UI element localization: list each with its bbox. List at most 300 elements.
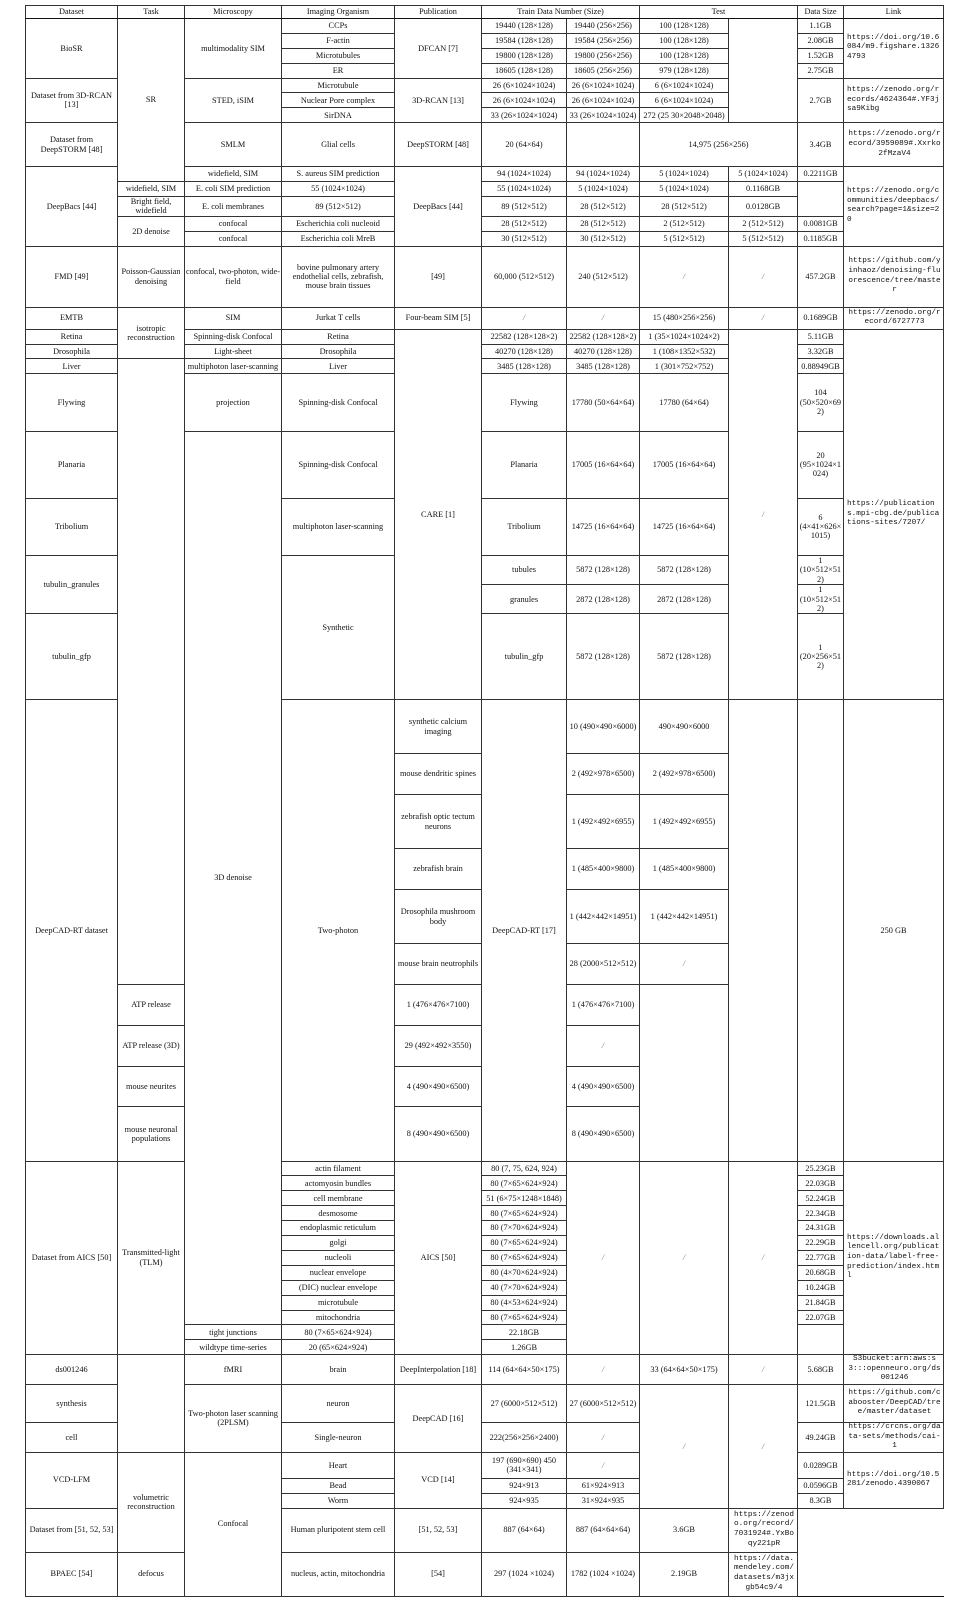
test-cell: 1 (301×752×752) [640, 359, 729, 374]
test-cell: 1 (108×1352×532) [640, 344, 729, 359]
organism-cell: nucleus, actin, mitochondria [282, 1552, 395, 1596]
table-row [26, 307, 944, 329]
test-cell [798, 700, 844, 1162]
test-cell: 5 (512×512) [729, 231, 798, 246]
microscopy-cell: widefield, SIM [118, 182, 185, 197]
organism-cell: endoplasmic reticulum [282, 1221, 395, 1236]
organism-cell: E. coli SIM prediction [185, 182, 282, 197]
dataset-cell: VCD-LFM [26, 1452, 118, 1508]
data-size-cell: 21.84GB [798, 1295, 844, 1310]
data-size-cell: 457.2GB [798, 246, 844, 307]
organism-cell: SirDNA [282, 108, 395, 123]
organism-cell: desmosome [282, 1206, 395, 1221]
test-cell: / [640, 1384, 729, 1508]
train-cell: / [482, 307, 567, 329]
train-cell: 80 (4×53×624×924) [482, 1295, 567, 1310]
train-cell: 80 (7, 75, 624, 924) [482, 1161, 567, 1176]
data-size-cell: 2.19GB [640, 1552, 729, 1596]
train-cell: 89 (512×512) [282, 197, 395, 217]
dataset-cell: EMTB [26, 307, 118, 329]
dataset-cell: FMD [49] [26, 246, 118, 307]
organism-cell: mouse brain neutrophils [395, 944, 482, 985]
test-cell: 15 (480×256×256) [640, 307, 729, 329]
train-cell: 51 (6×75×1248×1848) [482, 1191, 567, 1206]
data-size-cell: 1.52GB [798, 48, 844, 63]
test-cell: 1 (20×256×512) [798, 614, 844, 700]
dataset-cell: DeepBacs [44] [26, 167, 118, 246]
train-cell: 4 (490×490×6500) [395, 1066, 482, 1107]
header-task: Task [118, 6, 185, 19]
train-cell: 28 (512×512) [482, 216, 567, 231]
train-cell: 55 (1024×1024) [482, 182, 567, 197]
organism-cell: Nuclear Pore complex [282, 93, 395, 108]
link-cell[interactable]: https://github.com/cabooster/DeepCAD/tree/master/dataset [844, 1384, 944, 1422]
microscopy-cell: Two-photon [282, 700, 395, 1162]
train-cell: 26 (6×1024×1024) [482, 93, 567, 108]
data-size-cell: 0.1168GB [729, 182, 798, 197]
organism-cell: bovine pulmonary artery endothelial cells, zebrafish, mouse brain tissues [282, 246, 395, 307]
data-size-cell: 22.34GB [798, 1206, 844, 1221]
test-cell: 5 (1024×1024) [640, 167, 729, 182]
test-cell: / [729, 329, 798, 699]
train-cell: 60,000 (512×512) [482, 246, 567, 307]
test-cell: 100 (128×128) [640, 33, 729, 48]
organism-cell: Liver [282, 359, 395, 374]
header-test: Test [640, 6, 798, 19]
data-size-cell: 0.0081GB [798, 216, 844, 231]
dataset-cell: synthesis [26, 1384, 118, 1422]
train-cell: 8 (490×490×6500) [395, 1107, 482, 1161]
train-cell: 27 (6000×512×512) [567, 1384, 640, 1422]
data-size-cell: 25.23GB [798, 1161, 844, 1176]
organism-cell: Human pluripotent stem cell [282, 1508, 395, 1552]
organism-cell: Flywing [482, 374, 567, 431]
train-cell: 2872 (128×128) [640, 585, 729, 614]
microscopy-cell: Light-sheet [185, 344, 282, 359]
organism-cell: Escherichia coli MreB [282, 231, 395, 246]
train-cell: 297 (1024 ×1024) [482, 1552, 567, 1596]
train-cell: 40 (7×70×624×924) [482, 1280, 567, 1295]
header-row [26, 6, 944, 19]
organism-cell: Drosophila [282, 344, 395, 359]
train-cell: 18605 (128×128) [482, 63, 567, 78]
publication-cell: VCD [14] [395, 1452, 482, 1508]
microscopy-cell: confocal [185, 216, 282, 231]
train-cell: 29 (492×492×3550) [395, 1025, 482, 1066]
publication-cell: DeepCAD-RT [17] [482, 700, 567, 1162]
link-cell[interactable]: https://downloads.allencell.org/publication-data/label-free-prediction/index.html [844, 1161, 944, 1355]
page [25, 5, 943, 1597]
organism-cell: granules [482, 585, 567, 614]
link-cell[interactable]: https://zenodo.org/communities/deepbacs/search?page=1&size=20 [844, 167, 944, 246]
data-size-cell: 2.08GB [798, 33, 844, 48]
organism-cell: tubules [482, 556, 567, 585]
microscopy-cell: confocal, two-photon, wide-field [185, 246, 282, 307]
data-size-cell: 49.24GB [798, 1422, 844, 1452]
header-data-size: Data Size [798, 6, 844, 19]
train-cell: 3485 (128×128) [482, 359, 567, 374]
test-cell: 6 (6×1024×1024) [640, 78, 729, 93]
organism-cell: neuron [282, 1384, 395, 1422]
data-size-cell: 1.26GB [482, 1340, 567, 1355]
data-size-cell: 5.11GB [798, 329, 844, 344]
test-cell: / [729, 1161, 798, 1355]
publication-cell: AICS [50] [395, 1161, 482, 1355]
organism-cell: Escherichia coli nucleoid [282, 216, 395, 231]
data-size-cell: 121.5GB [798, 1384, 844, 1422]
table-row [26, 246, 944, 307]
train-cell: 924×913 [482, 1478, 567, 1493]
task-cell [118, 359, 185, 985]
microscopy-cell: Bright field, widefield [118, 197, 185, 217]
test-cell: 5 (1024×1024) [567, 182, 640, 197]
organism-cell: Bead [282, 1478, 395, 1493]
organism-cell: mouse dendritic spines [395, 754, 482, 795]
train-cell: 490×490×6000 [640, 700, 729, 754]
link-cell[interactable]: https://github.com/yinhaoz/denoising-fluorescence/tree/master [844, 246, 944, 307]
link-cell[interactable]: https://doi.org/10.6084/m9.figshare.13264793 [844, 19, 944, 79]
organism-cell: microtubule [282, 1295, 395, 1310]
train-cell: 33 (26×1024×1024) [567, 108, 640, 123]
train-cell: 2 (492×978×6500) [640, 754, 729, 795]
train-cell: 1 (476×476×7100) [567, 985, 640, 1026]
train-cell: 28 (2000×512×512) [567, 944, 640, 985]
organism-cell: Drosophila mushroom body [395, 890, 482, 944]
test-cell: 1 (10×512×512) [798, 556, 844, 585]
train-cell: 887 (64×64) [482, 1508, 567, 1552]
table-row [26, 1161, 944, 1176]
train-cell: / [640, 944, 729, 985]
dataset-cell: BPAEC [54] [26, 1552, 118, 1596]
train-cell: 80 (7×65×624×924) [482, 1250, 567, 1265]
organism-cell: (DIC) nuclear envelope [282, 1280, 395, 1295]
data-size-cell: 0.0289GB [798, 1452, 844, 1478]
data-size-cell: 0.0128GB [729, 197, 798, 217]
dataset-cell: Tribolium [26, 498, 118, 555]
table-row [26, 216, 944, 231]
train-cell: 17780 (64×64) [640, 374, 729, 431]
train-cell: 4 (490×490×6500) [567, 1066, 640, 1107]
organism-cell: nucleoli [282, 1250, 395, 1265]
microscopy-cell: Synthetic [282, 556, 395, 700]
train-cell: 22582 (128×128×2) [567, 329, 640, 344]
train-cell: 1 (476×476×7100) [395, 985, 482, 1026]
train-cell: 94 (1024×1024) [482, 167, 567, 182]
data-size-cell: 22.18GB [482, 1325, 567, 1340]
link-cell[interactable]: https://zenodo.org/records/4624364#.YF3jsa9Kibg [844, 78, 944, 123]
data-size-cell: 250 GB [844, 700, 944, 1162]
test-cell: 6 (4×41×626×1015) [798, 498, 844, 555]
organism-cell: mouse neuronal populations [118, 1107, 185, 1161]
organism-cell: ER [282, 63, 395, 78]
task-cell: projection [185, 374, 282, 431]
header-imaging-organism: Imaging Organism [282, 6, 395, 19]
publication-cell: [54] [395, 1552, 482, 1596]
data-size-cell: 52.24GB [798, 1191, 844, 1206]
data-size-cell: 22.77GB [798, 1250, 844, 1265]
publication-cell: 3D-RCAN [13] [395, 78, 482, 123]
train-cell: 1 (442×442×14951) [567, 890, 640, 944]
dataset-cell: tubulin_gfp [26, 614, 118, 700]
microscopy-cell: Spinning-disk Confocal [282, 431, 395, 498]
publication-cell: CARE [1] [395, 329, 482, 699]
link-cell[interactable]: https://zenodo.org/record/7031924#.YxBoqy221pR [729, 1508, 798, 1552]
header-microscopy: Microscopy [185, 6, 282, 19]
microscopy-cell: Transmitted-light (TLM) [118, 1161, 185, 1355]
train-cell: 17005 (16×64×64) [567, 431, 640, 498]
data-size-cell: 0.1185GB [798, 231, 844, 246]
microscopy-cell: multimodality SIM [185, 19, 282, 79]
train-cell: / [567, 1422, 640, 1452]
microscopy-cell: Spinning-disk Confocal [282, 374, 395, 431]
test-cell: 28 (512×512) [640, 197, 729, 217]
publication-cell: Four-beam SIM [5] [395, 307, 482, 329]
train-cell: 5872 (128×128) [640, 556, 729, 585]
train-cell: 8 (490×490×6500) [567, 1107, 640, 1161]
test-cell [729, 19, 798, 123]
data-size-cell: 5.68GB [798, 1355, 844, 1385]
link-cell[interactable]: https://zenodo.org/record/6727773 [844, 307, 944, 329]
test-cell: 28 (512×512) [567, 197, 640, 217]
train-cell: / [567, 1452, 640, 1478]
microscopy-cell: SMLM [185, 123, 282, 167]
test-cell: 979 (128×128) [640, 63, 729, 78]
data-size-cell: 10.24GB [798, 1280, 844, 1295]
publication-cell: DeepSTORM [48] [395, 123, 482, 167]
data-size-cell: 24.31GB [798, 1221, 844, 1236]
train-cell: 5872 (128×128) [567, 556, 640, 585]
microscopy-cell: fMRI [185, 1355, 282, 1385]
link-cell[interactable]: S3bucket:arn:aws:s3:::openneuro.org/ds001246 [844, 1355, 944, 1385]
data-size-cell: 0.2211GB [798, 167, 844, 182]
data-size-cell: 3.32GB [798, 344, 844, 359]
train-cell: 2872 (128×128) [567, 585, 640, 614]
train-cell: 887 (64×64×64) [567, 1508, 640, 1552]
publication-cell: DFCAN [7] [395, 19, 482, 79]
microscopy-cell: Spinning-disk Confocal [185, 329, 282, 344]
organism-cell: Jurkat T cells [282, 307, 395, 329]
train-cell: 94 (1024×1024) [567, 167, 640, 182]
organism-cell: brain [282, 1355, 395, 1385]
train-cell: / [567, 1355, 640, 1385]
publication-cell: DeepBacs [44] [395, 167, 482, 246]
test-cell: 6 (6×1024×1024) [640, 93, 729, 108]
data-size-cell: 2.7GB [798, 78, 844, 123]
train-cell: 18605 (256×256) [567, 63, 640, 78]
organism-cell: F-actin [282, 33, 395, 48]
train-cell: 55 (1024×1024) [282, 182, 395, 197]
train-cell: 17780 (50×64×64) [567, 374, 640, 431]
task-cell: SR [118, 19, 185, 182]
train-cell: 17005 (16×64×64) [640, 431, 729, 498]
task-cell: 3D denoise [185, 431, 282, 1325]
task-cell: isotropic reconstruction [118, 307, 185, 359]
microscopy-cell: multiphoton laser-scanning [185, 359, 282, 374]
train-cell: 1 (485×400×9800) [640, 849, 729, 890]
microscopy-cell: multiphoton laser-scanning [282, 498, 395, 555]
organism-cell: cell membrane [282, 1191, 395, 1206]
organism-cell: ATP release [118, 985, 185, 1026]
train-cell: 1 (492×492×6955) [640, 795, 729, 849]
dataset-cell: cell [26, 1422, 118, 1452]
data-size-cell: 0.88949GB [798, 359, 844, 374]
table-row [26, 1552, 944, 1596]
train-cell: / [567, 1161, 640, 1355]
organism-cell: wildtype time-series [185, 1340, 282, 1355]
test-cell: / [729, 246, 798, 307]
publication-cell: [51, 52, 53] [395, 1508, 482, 1552]
train-cell: 80 (7×65×624×924) [482, 1176, 567, 1191]
task-cell: 2D denoise [118, 216, 185, 246]
dataset-cell: Dataset from 3D-RCAN [13] [26, 78, 118, 123]
microscopy-cell: confocal [185, 231, 282, 246]
link-cell[interactable]: https://publications.mpi-cbg.de/publications-sites/7207/ [844, 329, 944, 699]
organism-cell: ATP release (3D) [118, 1025, 185, 1066]
test-cell: 5 (1024×1024) [729, 167, 798, 182]
organism-cell: Heart [282, 1452, 395, 1478]
publication-cell: [49] [395, 246, 482, 307]
organism-cell: zebrafish brain [395, 849, 482, 890]
train-cell: 19440 (128×128) [482, 19, 567, 34]
train-cell: 33 (26×1024×1024) [482, 108, 567, 123]
link-cell[interactable]: https://data.mendeley.com/datasets/m3jxgb54c9/4 [729, 1552, 798, 1596]
train-cell [567, 123, 640, 167]
organism-cell: Microtubules [282, 48, 395, 63]
task-cell: defocus [118, 1552, 185, 1596]
organism-cell: Microtubule [282, 78, 395, 93]
header-dataset: Dataset [26, 6, 118, 19]
train-cell: 40270 (128×128) [482, 344, 567, 359]
organism-cell: synthetic calcium imaging [395, 700, 482, 754]
organism-cell: zebrafish optic tectum neurons [395, 795, 482, 849]
organism-cell: actomyosin bundles [282, 1176, 395, 1191]
table-row [26, 19, 944, 34]
train-cell: 5872 (128×128) [640, 614, 729, 700]
train-cell: 80 (7×70×624×924) [482, 1221, 567, 1236]
train-cell: 19584 (128×128) [482, 33, 567, 48]
table-row [26, 182, 944, 197]
organism-cell: mouse neurites [118, 1066, 185, 1107]
train-cell: / [567, 1025, 640, 1066]
table-row [26, 1355, 944, 1385]
train-cell: 61×924×913 [567, 1478, 640, 1493]
organism-cell: E. coli membranes [185, 197, 282, 217]
dataset-cell: tubulin_granules [26, 556, 118, 614]
dataset-cell: Liver [26, 359, 118, 374]
train-cell: 80 (7×65×624×924) [482, 1206, 567, 1221]
train-cell: 89 (512×512) [482, 197, 567, 217]
test-cell: / [729, 1384, 798, 1508]
train-cell: 31×924×935 [567, 1493, 640, 1508]
organism-cell: golgi [282, 1236, 395, 1251]
header-publication: Publication [395, 6, 482, 19]
organism-cell: Single-neuron [282, 1422, 395, 1452]
train-cell: 3485 (128×128) [567, 359, 640, 374]
link-cell[interactable]: https://doi.org/10.5281/zenodo.4390067 [844, 1452, 944, 1508]
train-cell: 80 (4×70×624×924) [482, 1265, 567, 1280]
test-cell: 2 (512×512) [640, 216, 729, 231]
table-row [26, 1452, 944, 1478]
data-size-cell: 3.6GB [640, 1508, 729, 1552]
link-cell[interactable]: https://zenodo.org/record/3959089#.Xxrko2fMzaV4 [844, 123, 944, 167]
train-cell: 30 (512×512) [482, 231, 567, 246]
dataset-cell: ds001246 [26, 1355, 118, 1385]
microscopy-cell: Two-photon laser scanning (2PLSM) [185, 1384, 282, 1452]
train-cell: 19440 (256×256) [567, 19, 640, 34]
test-cell: 14,975 (256×256) [640, 123, 798, 167]
dataset-cell: Planaria [26, 431, 118, 498]
test-cell [729, 700, 798, 1162]
dataset-cell: Drosophila [26, 344, 118, 359]
test-cell: 20 (95×1024×1024) [798, 431, 844, 498]
test-cell: 100 (128×128) [640, 48, 729, 63]
train-cell: 80 (7×65×624×924) [482, 1236, 567, 1251]
data-size-cell: 2.75GB [798, 63, 844, 78]
train-cell: 27 (6000×512×512) [482, 1384, 567, 1422]
train-cell: 14725 (16×64×64) [567, 498, 640, 555]
organism-cell: S. aureus SIM prediction [282, 167, 395, 182]
header-train: Train Data Number (Size) [482, 6, 640, 19]
data-size-cell: 22.03GB [798, 1176, 844, 1191]
train-cell: 1 (492×492×6955) [567, 795, 640, 849]
dataset-cell: Dataset from DeepSTORM [48] [26, 123, 118, 167]
dataset-cell: BioSR [26, 19, 118, 79]
test-cell: / [640, 246, 729, 307]
data-size-cell: 20.68GB [798, 1265, 844, 1280]
data-size-cell: 0.1689GB [798, 307, 844, 329]
data-size-cell: 8.3GB [798, 1493, 844, 1508]
link-cell[interactable]: https://crcns.org/data-sets/methods/cai-1 [844, 1422, 944, 1452]
test-cell: / [640, 1161, 729, 1355]
organism-cell: nuclear envelope [282, 1265, 395, 1280]
organism-cell: tight junctions [185, 1325, 282, 1340]
organism-cell: actin filament [282, 1161, 395, 1176]
organism-cell: Glial cells [282, 123, 395, 167]
train-cell: 20 (65×624×924) [282, 1340, 395, 1355]
train-cell: 20 (64×64) [482, 123, 567, 167]
train-cell: 924×935 [482, 1493, 567, 1508]
organism-cell: mitochondria [282, 1310, 395, 1325]
publication-cell: DeepCAD [16] [395, 1384, 482, 1452]
train-cell: 80 (7×65×624×924) [282, 1325, 395, 1340]
table-row [26, 197, 944, 217]
table-row [26, 359, 944, 374]
test-cell: 5 (1024×1024) [640, 182, 729, 197]
train-cell: 240 (512×512) [567, 246, 640, 307]
train-cell: 28 (512×512) [567, 216, 640, 231]
test-cell: 1 (10×512×512) [798, 585, 844, 614]
train-cell: 222(256×256×2400) [482, 1422, 567, 1452]
test-cell: 104 (50×520×692) [798, 374, 844, 431]
test-cell: / [729, 1355, 798, 1385]
organism-cell: tubulin_gfp [482, 614, 567, 700]
train-cell: 14725 (16×64×64) [640, 498, 729, 555]
header-link: Link [844, 6, 944, 19]
train-cell: 26 (6×1024×1024) [567, 93, 640, 108]
microscopy-cell: STED, iSIM [185, 78, 282, 123]
microscopy-cell: Confocal [185, 1452, 282, 1596]
dataset-cell: Retina [26, 329, 118, 344]
organism-cell: Retina [282, 329, 395, 344]
train-cell: 30 (512×512) [567, 231, 640, 246]
train-cell: 5872 (128×128) [567, 614, 640, 700]
train-cell: 197 (690×690) 450 (341×341) [482, 1452, 567, 1478]
data-size-cell: 1.1GB [798, 19, 844, 34]
dataset-cell: DeepCAD-RT dataset [26, 700, 118, 1162]
task-cell [118, 1355, 185, 1453]
train-cell: 80 (7×65×624×924) [482, 1310, 567, 1325]
data-size-cell: 3.4GB [798, 123, 844, 167]
